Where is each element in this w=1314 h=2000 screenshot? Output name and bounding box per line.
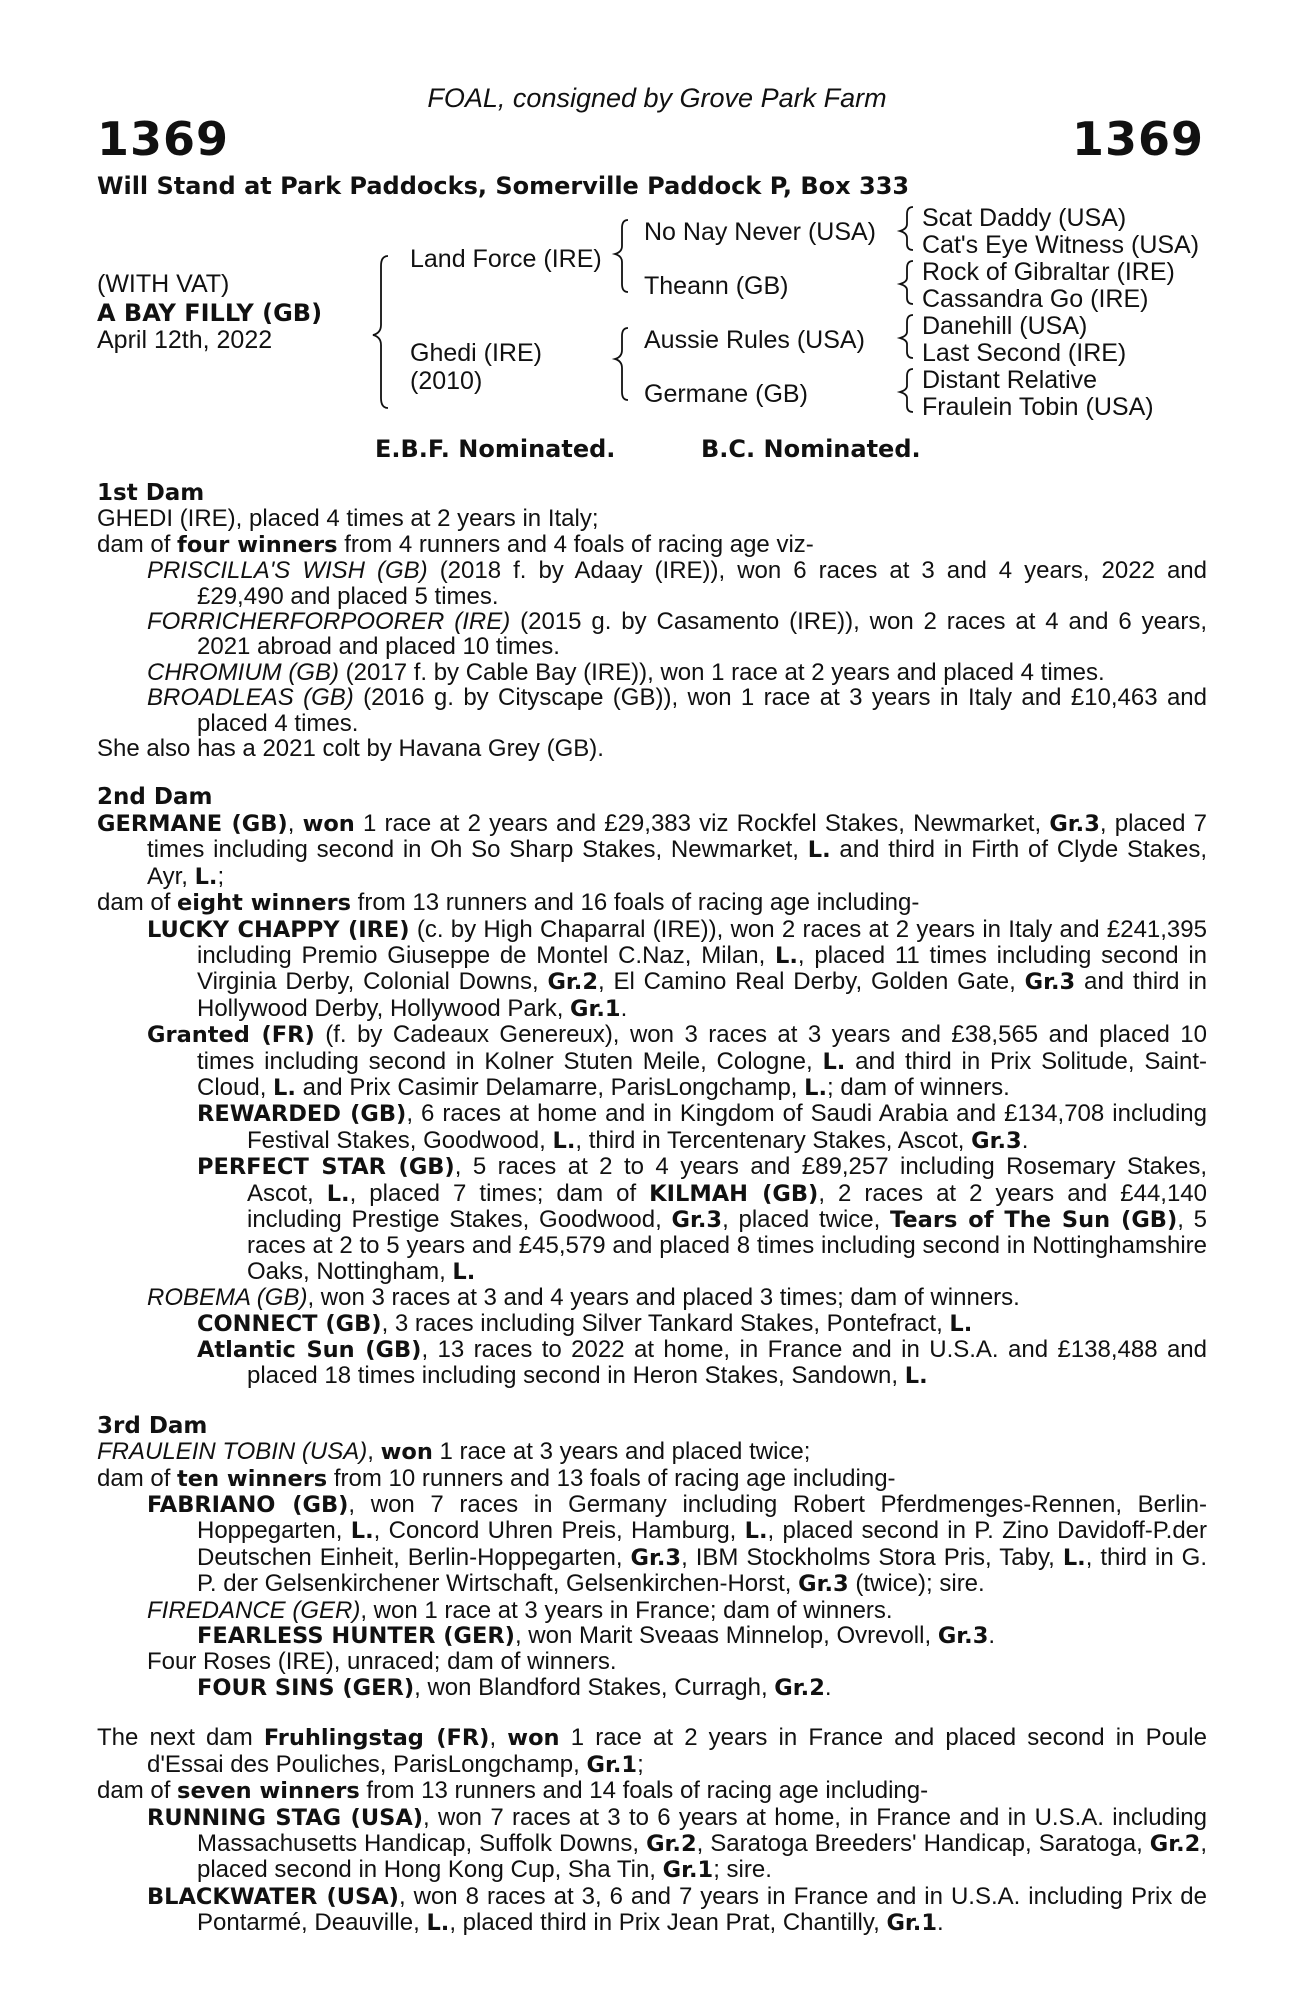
lot-number-left: 1369: [97, 112, 230, 166]
pedigree-entry: GERMANE (GB), won 1 race at 2 years and £29,383 viz Rockfel Stakes, Newmarket, Gr.3, placed 7 times including second in Oh So Sharp Stakes, Newmarket, L. and third in Firth of Clyde Stakes, Ayr, L.;: [97, 809, 1208, 890]
stand-location: Will Stand at Park Paddocks, Somerville Paddock P, Box 333: [97, 172, 910, 200]
pedigree-entry: dam of four winners from 4 runners and 4 foals of racing age viz-: [97, 530, 814, 558]
pedigree-entry: FEARLESS HUNTER (GER), won Marit Sveaas Minnelop, Ovrevoll, Gr.3.: [197, 1622, 996, 1650]
pedigree-entry: FABRIANO (GB), won 7 races in Germany including Robert Pferdmenges-Rennen, Berlin-Hoppegarten, L., Concord Uhren Preis, Hamburg, L., placed second in P. Zino Davidoff-P.der Deutschen Einheit, Berlin-Hoppegarten, Gr.3, IBM Stockholms Stora Pris, Taby, L., third in G. P. der Gelsenkirchener Wirtschaft, Gelsenkirchen-Horst, Gr.3 (twice); sire.: [147, 1491, 1207, 1598]
horse-dob: April 12th, 2022: [97, 326, 273, 354]
pedigree-sire: Land Force (IRE): [410, 245, 602, 273]
pedigree-entry: Atlantic Sun (GB), 13 races to 2022 at home, in France and in U.S.A. and £138,488 and placed 18 times including second in Heron Stakes, Sandown, L.: [197, 1336, 1207, 1390]
pedigree-g5: Danehill (USA): [922, 312, 1088, 340]
pedigree-entry: FORRICHERFORPOORER (IRE) (2015 g. by Casamento (IRE)), won 2 races at 4 and 6 years, 2021 abroad and placed 10 times.: [147, 608, 1208, 661]
pedigree-entry: RUNNING STAG (USA), won 7 races at 3 to 6 years at home, in France and in U.S.A. including Massachusetts Handicap, Suffolk Downs, Gr.2, Saratoga Breeders' Handicap, Saratoga, Gr.2, placed second in Hong Kong Cup, Sha Tin, Gr.1; sire.: [147, 1803, 1207, 1884]
pedigree-g7: Distant Relative: [922, 366, 1098, 394]
section-heading: 3rd Dam: [97, 1412, 208, 1439]
pedigree-entry: LUCKY CHAPPY (IRE) (c. by High Chaparral (IRE)), won 2 races at 2 years in Italy and £241,395 including Premio Giuseppe de Montel C.Naz, Milan, L., placed 11 times including second in Virginia Derby, Colonial Downs, Gr.2, El Camino Real Derby, Golden Gate, Gr.3 and third in Hollywood Derby, Hollywood Park, Gr.1.: [147, 915, 1207, 1022]
pedigree-g2: Cat's Eye Witness (USA): [922, 231, 1200, 259]
pedigree-entry: PRISCILLA'S WISH (GB) (2018 f. by Adaay (IRE)), won 6 races at 3 and 4 years, 2022 and £29,490 and placed 5 times.: [147, 557, 1207, 610]
pedigree-entry: Granted (FR) (f. by Cadeaux Genereux), won 3 races at 3 years and £38,565 and placed 10 times including second in Kolner Stuten Meile, Cologne, L. and third in Prix Solitude, Saint-Cloud, L. and Prix Casimir Delamarre, ParisLongchamp, L.; dam of winners.: [147, 1021, 1208, 1101]
horse-name: A BAY FILLY (GB): [97, 299, 323, 327]
section-gap: [97, 1701, 1207, 1725]
pedigree-g6: Last Second (IRE): [922, 339, 1127, 367]
pedigree-entry: She also has a 2021 colt by Havana Grey (GB).: [97, 735, 604, 763]
pedigree-entry: BLACKWATER (USA), won 8 races at 3, 6 and 7 years in France and in U.S.A. including Prix de Pontarmé, Deauville, L., placed third in Prix Jean Prat, Chantilly, Gr.1.: [147, 1882, 1207, 1937]
bc-nomination: B.C. Nominated.: [701, 435, 921, 463]
pedigree-entry: ROBEMA (GB), won 3 races at 3 and 4 years and placed 3 times; dam of winners.: [147, 1284, 1020, 1312]
pedigree-dam-dam: Germane (GB): [644, 380, 808, 408]
pedigree-entry: FIREDANCE (GER), won 1 race at 3 years in France; dam of winners.: [147, 1596, 893, 1624]
pedigree-g1: Scat Daddy (USA): [922, 204, 1127, 232]
lot-number-right: 1369: [1071, 112, 1204, 166]
pedigree-entry: dam of eight winners from 13 runners and 16 foals of racing age including-: [97, 889, 920, 917]
pedigree-g4: Cassandra Go (IRE): [922, 285, 1149, 313]
section-heading: 1st Dam: [97, 480, 205, 506]
pedigree-notes: [97, 481, 1207, 1937]
pedigree-entry: BROADLEAS (GB) (2016 g. by Cityscape (GB)), won 1 race at 3 years in Italy and £10,463 and placed 4 times.: [147, 684, 1207, 737]
pedigree-sire-sire: No Nay Never (USA): [644, 218, 876, 246]
consignor-line: FOAL, consigned by Grove Park Farm: [427, 83, 887, 113]
pedigree-dam-year: (2010): [410, 367, 483, 395]
pedigree-g8: Fraulein Tobin (USA): [922, 393, 1154, 421]
pedigree-entry: GHEDI (IRE), placed 4 times at 2 years in Italy;: [97, 505, 599, 533]
pedigree-entry: dam of seven winners from 13 runners and 14 foals of racing age including-: [97, 1777, 929, 1805]
pedigree-entry: FRAULEIN TOBIN (USA), won 1 race at 3 years and placed twice;: [97, 1438, 811, 1466]
vat-note: (WITH VAT): [97, 270, 230, 298]
pedigree-dam: Ghedi (IRE): [410, 339, 542, 367]
ebf-nomination: E.B.F. Nominated.: [375, 435, 616, 463]
pedigree-entry: Four Roses (IRE), unraced; dam of winners.: [147, 1648, 617, 1676]
pedigree-entry: CHROMIUM (GB) (2017 f. by Cable Bay (IRE)), won 1 race at 2 years and placed 4 times.: [147, 658, 1105, 686]
pedigree-sire-dam: Theann (GB): [644, 272, 789, 300]
pedigree-entry: dam of ten winners from 10 runners and 13 foals of racing age including-: [97, 1464, 896, 1492]
pedigree-entry: REWARDED (GB), 6 races at home and in Kingdom of Saudi Arabia and £134,708 including Festival Stakes, Goodwood, L., third in Tercentenary Stakes, Ascot, Gr.3.: [197, 1100, 1207, 1154]
pedigree-entry: PERFECT STAR (GB), 5 races at 2 to 4 years and £89,257 including Rosemary Stakes, Ascot, L., placed 7 times; dam of KILMAH (GB), 2 races at 2 years and £44,140 including Prestige Stakes, Goodwood, Gr.3, placed twice, Tears of The Sun (GB), 5 races at 2 to 5 years and £45,579 and placed 8 times including second in Nottinghamshire Oaks, Nottingham, L.: [197, 1153, 1208, 1285]
pedigree-entry: CONNECT (GB), 3 races including Silver Tankard Stakes, Pontefract, L.: [197, 1309, 973, 1337]
section-heading: 2nd Dam: [97, 784, 213, 811]
pedigree-dam-sire: Aussie Rules (USA): [644, 326, 865, 354]
pedigree-entry: The next dam Fruhlingstag (FR), won 1 race at 2 years in France and placed second in Poule d'Essai des Pouliches, ParisLongchamp, Gr.1;: [97, 1724, 1207, 1778]
pedigree-entry: FOUR SINS (GER), won Blandford Stakes, Curragh, Gr.2.: [197, 1673, 832, 1701]
pedigree-g3: Rock of Gibraltar (IRE): [922, 258, 1175, 286]
